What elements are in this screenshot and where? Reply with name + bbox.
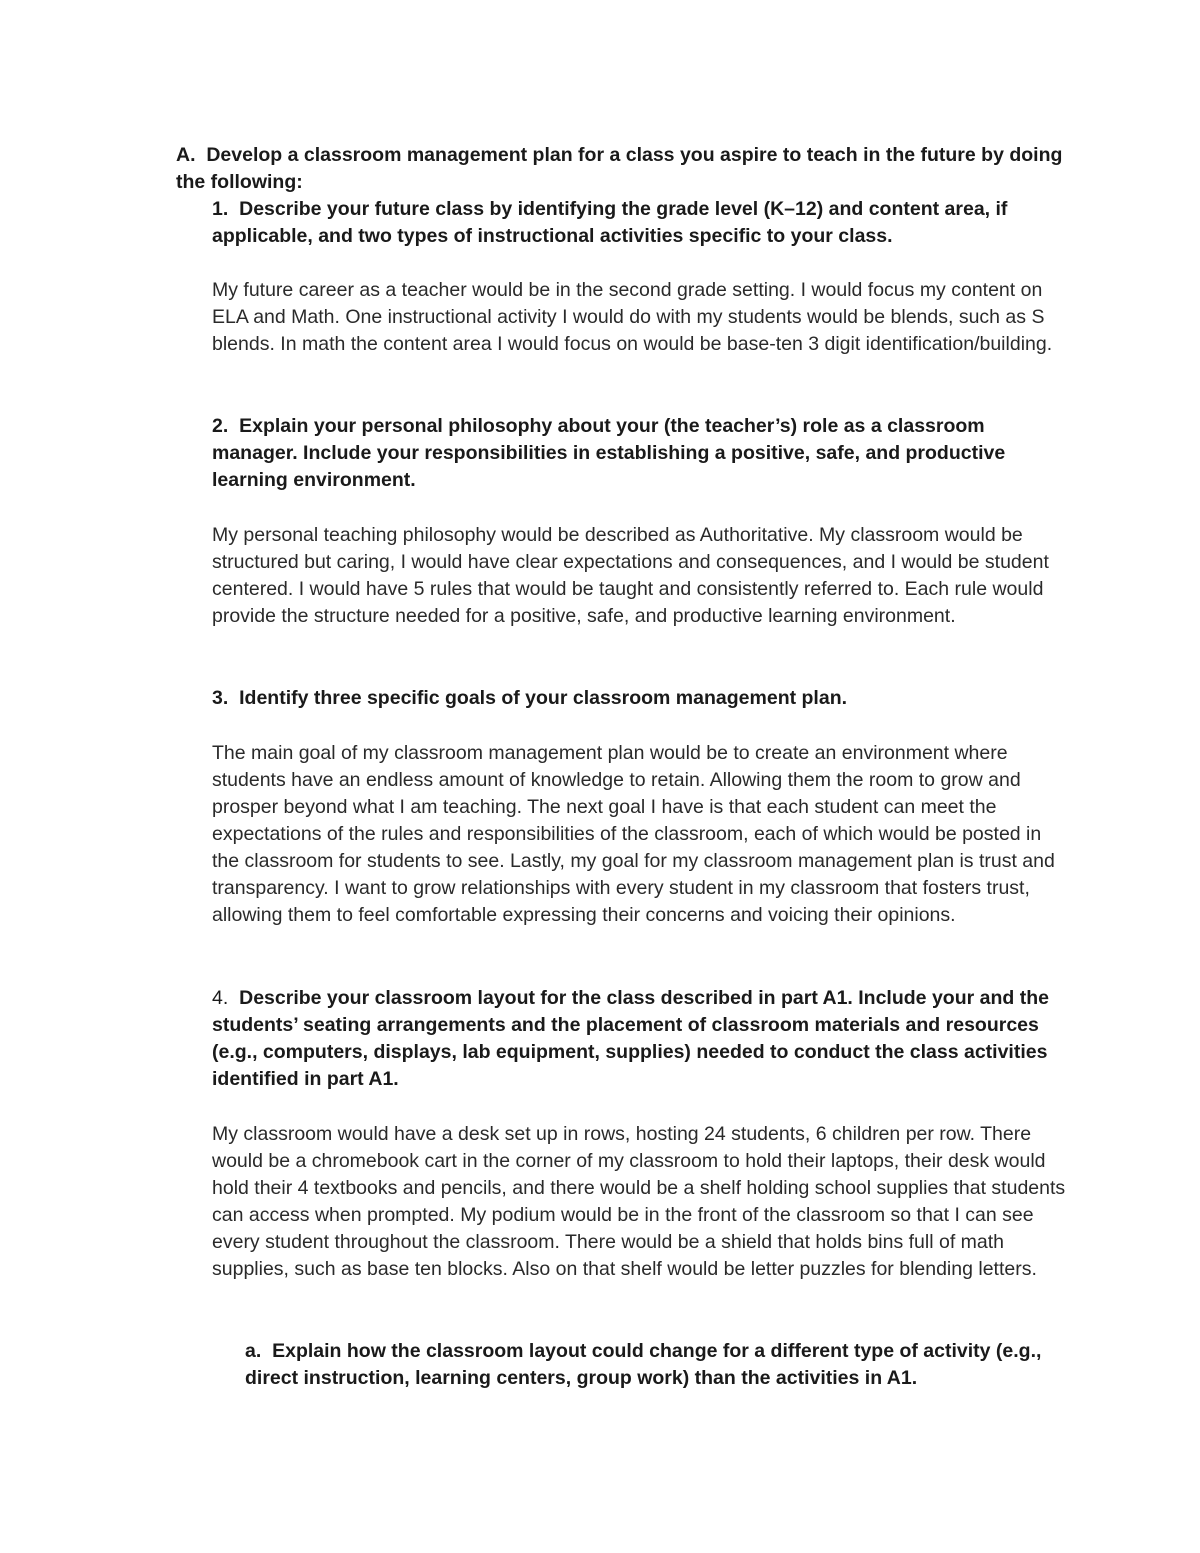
sub-item-a-letter: a. [245, 1340, 262, 1362]
item-2-number: 2. [212, 415, 229, 437]
item-4-answer: My classroom would have a desk set up in rows, hosting 24 students, 6 children per row. There would be a chromebook cart in the corner of my classroom to hold their laptops, their desk would hold their 4 textbooks and pencils, and there would be a shelf holding school supplies that students can access when prompted. My podium would be in the front of the classroom so that I can see every student throughout the classroom. There would be a shield that holds bins full of math supplies, such as base ten blocks. Also on that shelf would be letter puzzles for blending letters. [212, 1123, 1066, 1280]
section-a-text: Develop a classroom management plan for a class you aspire to teach in the future by doing the following: [176, 144, 1063, 193]
item-3-prompt-block [212, 685, 1072, 712]
item-4-prompt: Describe your classroom layout for the class described in part A1. Include your and the students’ seating arrangements and the placement of classroom materials and resources (e.g., computers, displays, lab equipment, supplies) needed to conduct the class activities identified in part A1. [212, 987, 1049, 1090]
section-a-label: A. [176, 144, 196, 166]
item-4-prompt-block [212, 985, 1072, 1093]
item-4-number: 4. [212, 987, 229, 1009]
item-1-answer: My future career as a teacher would be in the second grade setting. I would focus my content on ELA and Math. One instructional activity I would do with my students would be blends, such as S blends. In math the content area I would focus on would be base-ten 3 digit identification/building. [212, 279, 1053, 355]
item-1-number: 1. [212, 198, 229, 220]
section-a-heading [176, 142, 1076, 196]
item-2-prompt: Explain your personal philosophy about your (the teacher’s) role as a classroom manager. Include your responsibilities in establishing a positive, safe, and productive learning environment. [212, 415, 1006, 491]
item-1-prompt: Describe your future class by identifying the grade level (K–12) and content area, if applicable, and two types of instructional activities specific to your class. [212, 198, 1008, 247]
item-2-answer: My personal teaching philosophy would be described as Authoritative. My classroom would be structured but caring, I would have clear expectations and consequences, and I would be student centered. I would have 5 rules that would be taught and consistently referred to. Each rule would provide the structure needed for a positive, safe, and productive learning environment. [212, 524, 1049, 627]
sub-item-a-block [245, 1338, 1065, 1392]
item-2-prompt-block [212, 413, 1072, 494]
item-3-number: 3. [212, 687, 229, 709]
sub-item-a-prompt: Explain how the classroom layout could change for a different type of activity (e.g., direct instruction, learning centers, group work) than the activities in A1. [245, 1340, 1042, 1389]
item-1-prompt-block [212, 196, 1072, 250]
item-3-prompt: Identify three specific goals of your classroom management plan. [239, 687, 848, 709]
item-3-answer: The main goal of my classroom management plan would be to create an environment where students have an endless amount of knowledge to retain. Allowing them the room to grow and prosper beyond what I am teaching. The next goal I have is that each student can meet the expectations of the rules and responsibilities of the classroom, each of which would be posted in the classroom for students to see. Lastly, my goal for my classroom management plan is trust and transparency. I want to grow relationships with every student in my classroom that fosters trust, allowing them to feel comfortable expressing their concerns and voicing their opinions. [212, 742, 1055, 926]
